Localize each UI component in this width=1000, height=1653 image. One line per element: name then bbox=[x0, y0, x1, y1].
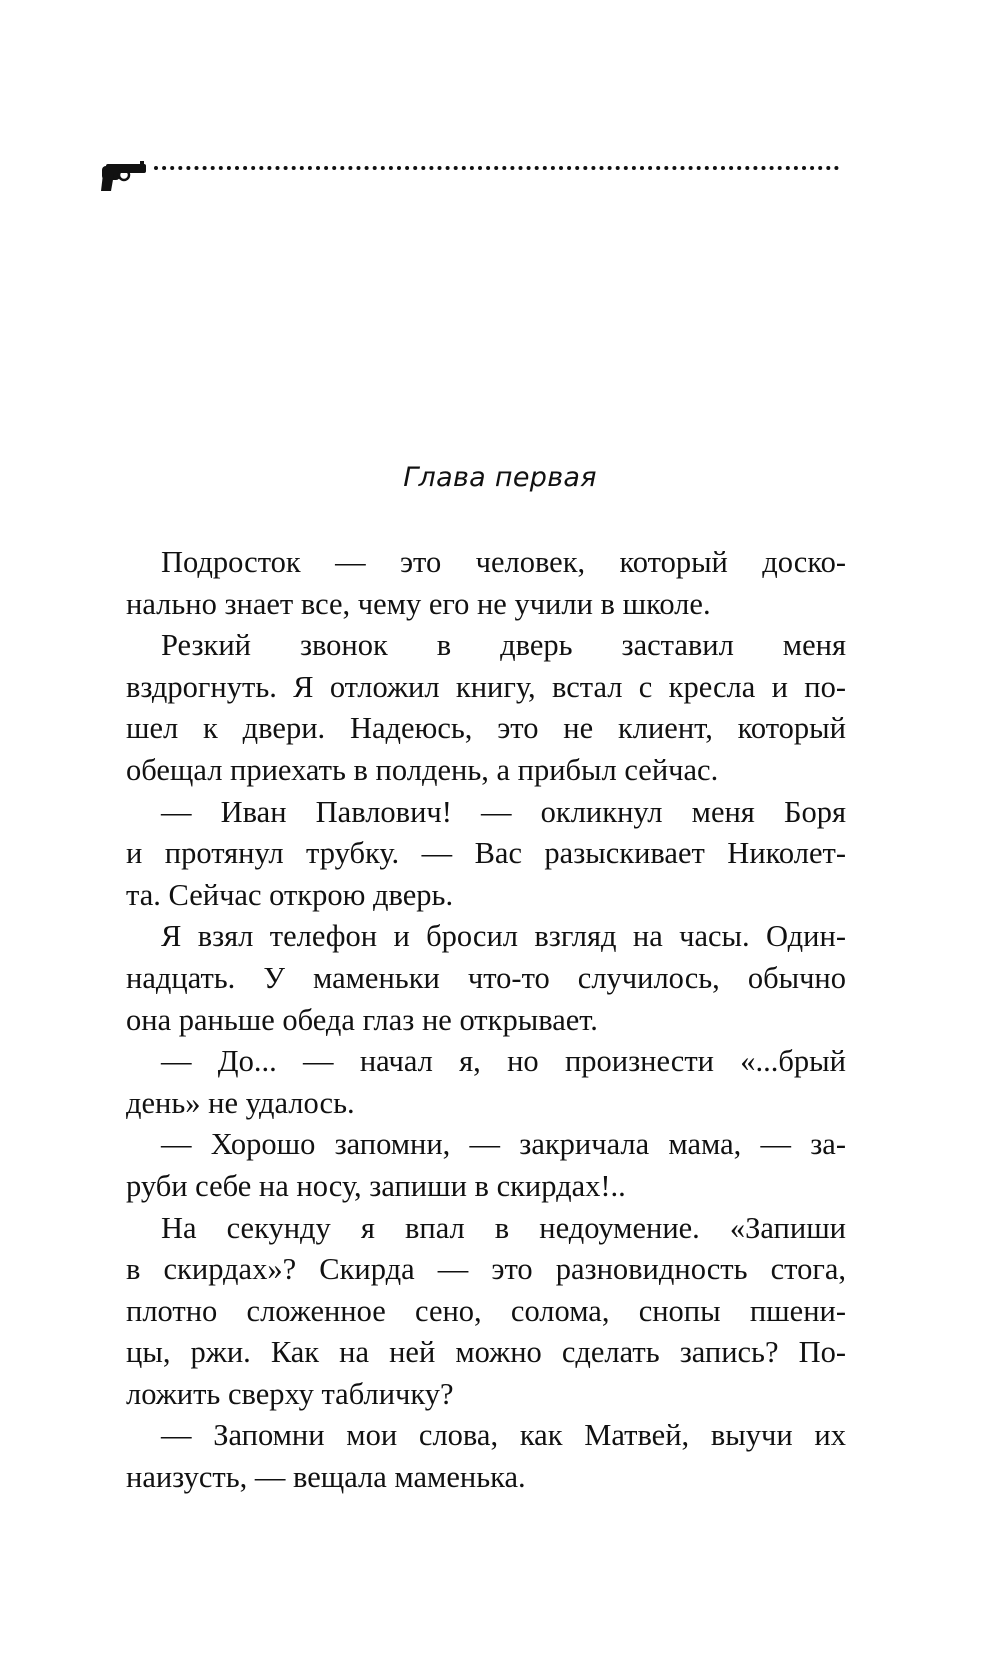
rule-dot bbox=[365, 166, 369, 170]
rule-dot bbox=[834, 166, 838, 170]
text-line: обещал приехать в полдень, а прибыл сейчас. bbox=[126, 752, 719, 787]
rule-dot bbox=[770, 166, 774, 170]
text-line: Подросток — это человек, который доско- bbox=[161, 545, 846, 579]
rule-dot bbox=[551, 166, 555, 170]
rule-dot bbox=[737, 166, 741, 170]
rule-dot bbox=[154, 166, 158, 170]
rule-dot bbox=[211, 166, 215, 170]
text-line: плотно сложенное сено, солома, снопы пшени- bbox=[126, 1293, 846, 1328]
rule-dot bbox=[405, 166, 409, 170]
rule-dot bbox=[421, 166, 425, 170]
rule-dot bbox=[681, 166, 685, 170]
rule-dot bbox=[243, 166, 247, 170]
rule-dot bbox=[648, 166, 652, 170]
rule-dot bbox=[178, 166, 182, 170]
text-line: наизусть, — вещала маменька. bbox=[126, 1460, 526, 1495]
text-line: она раньше обеда глаз не открывает. bbox=[126, 1002, 598, 1037]
rule-dot bbox=[454, 166, 458, 170]
rule-dot bbox=[308, 166, 312, 170]
text-line: нально знает все, чему его не учили в школе. bbox=[126, 586, 711, 621]
text-line: Резкий звонок в дверь заставил меня bbox=[161, 628, 846, 663]
rule-dot bbox=[583, 166, 587, 170]
rule-dot bbox=[745, 166, 749, 170]
rule-dot bbox=[559, 166, 563, 170]
rule-dot bbox=[608, 166, 612, 170]
rule-dot bbox=[381, 166, 385, 170]
rule-dot bbox=[195, 166, 199, 170]
text-line: в скирдах»? Скирда — это разновидность стога, bbox=[126, 1252, 846, 1287]
text-line: На секунду я впал в недоумение. «Запиши bbox=[161, 1210, 846, 1245]
rule-dot bbox=[664, 166, 668, 170]
rule-dot bbox=[624, 166, 628, 170]
text-line: вздрогнуть. Я отложил книгу, встал с кресла и по- bbox=[126, 669, 846, 704]
dotted-rule bbox=[154, 166, 838, 170]
rule-dot bbox=[567, 166, 571, 170]
rule-dot bbox=[778, 166, 782, 170]
text-line: та. Сейчас открою дверь. bbox=[126, 877, 454, 912]
header-ornament bbox=[100, 158, 845, 204]
rule-dot bbox=[519, 166, 523, 170]
rule-dot bbox=[640, 166, 644, 170]
text-line: — Хорошо запомни, — закричала мама, — за- bbox=[161, 1127, 846, 1162]
text-line: — Иван Павлович! — окликнул меня Боря bbox=[161, 794, 846, 829]
rule-dot bbox=[697, 166, 701, 170]
text-line: руби себе на носу, запиши в скирдах!.. bbox=[126, 1168, 626, 1203]
rule-dot bbox=[413, 166, 417, 170]
rule-dot bbox=[810, 166, 814, 170]
rule-dot bbox=[348, 166, 352, 170]
rule-dot bbox=[713, 166, 717, 170]
rule-dot bbox=[721, 166, 725, 170]
rule-dot bbox=[753, 166, 757, 170]
rule-dot bbox=[227, 166, 231, 170]
rule-dot bbox=[762, 166, 766, 170]
rule-dot bbox=[340, 166, 344, 170]
text-line: — До... — начал я, но произнести «...брый bbox=[161, 1044, 846, 1079]
rule-dot bbox=[826, 166, 830, 170]
rule-dot bbox=[332, 166, 336, 170]
rule-dot bbox=[672, 166, 676, 170]
rule-dot bbox=[575, 166, 579, 170]
rule-dot bbox=[170, 166, 174, 170]
text-line: цы, ржи. Как на ней можно сделать запись? По- bbox=[126, 1335, 846, 1370]
text-line: ложить сверху табличку? bbox=[126, 1376, 454, 1411]
rule-dot bbox=[446, 166, 450, 170]
rule-dot bbox=[510, 166, 514, 170]
rule-dot bbox=[324, 166, 328, 170]
rule-dot bbox=[486, 166, 490, 170]
rule-dot bbox=[478, 166, 482, 170]
rule-dot bbox=[470, 166, 474, 170]
rule-dot bbox=[527, 166, 531, 170]
rule-dot bbox=[438, 166, 442, 170]
body-text bbox=[126, 542, 846, 1499]
rule-dot bbox=[186, 166, 190, 170]
text-line: надцать. У маменьки что-то случилось, обычно bbox=[126, 960, 846, 995]
rule-dot bbox=[591, 166, 595, 170]
text-line: и протянул трубку. — Вас разыскивает Николет- bbox=[126, 836, 846, 871]
rule-dot bbox=[267, 166, 271, 170]
rule-dot bbox=[292, 166, 296, 170]
text-line: Я взял телефон и бросил взгляд на часы. Один- bbox=[161, 919, 846, 954]
text-line: шел к двери. Надеюсь, это не клиент, который bbox=[126, 711, 846, 746]
rule-dot bbox=[429, 166, 433, 170]
rule-dot bbox=[616, 166, 620, 170]
rule-dot bbox=[357, 166, 361, 170]
text-line: день» не удалось. bbox=[126, 1085, 355, 1120]
rule-dot bbox=[316, 166, 320, 170]
rule-dot bbox=[632, 166, 636, 170]
rule-dot bbox=[786, 166, 790, 170]
chapter-title: Глава первая bbox=[403, 462, 597, 493]
rule-dot bbox=[373, 166, 377, 170]
rule-dot bbox=[162, 166, 166, 170]
revolver-icon bbox=[101, 161, 146, 191]
rule-dot bbox=[689, 166, 693, 170]
rule-dot bbox=[818, 166, 822, 170]
rule-dot bbox=[600, 166, 604, 170]
rule-dot bbox=[656, 166, 660, 170]
rule-dot bbox=[219, 166, 223, 170]
rule-dot bbox=[235, 166, 239, 170]
rule-dot bbox=[259, 166, 263, 170]
rule-dot bbox=[462, 166, 466, 170]
rule-dot bbox=[794, 166, 798, 170]
rule-dot bbox=[729, 166, 733, 170]
text-line: — Запомни мои слова, как Матвей, выучи их bbox=[161, 1418, 846, 1453]
rule-dot bbox=[502, 166, 506, 170]
rule-dot bbox=[389, 166, 393, 170]
rule-dot bbox=[543, 166, 547, 170]
rule-dot bbox=[802, 166, 806, 170]
rule-dot bbox=[284, 166, 288, 170]
rule-dot bbox=[203, 166, 207, 170]
rule-dot bbox=[276, 166, 280, 170]
rule-dot bbox=[535, 166, 539, 170]
rule-dot bbox=[251, 166, 255, 170]
rule-dot bbox=[705, 166, 709, 170]
rule-dot bbox=[494, 166, 498, 170]
rule-dot bbox=[397, 166, 401, 170]
rule-dot bbox=[300, 166, 304, 170]
